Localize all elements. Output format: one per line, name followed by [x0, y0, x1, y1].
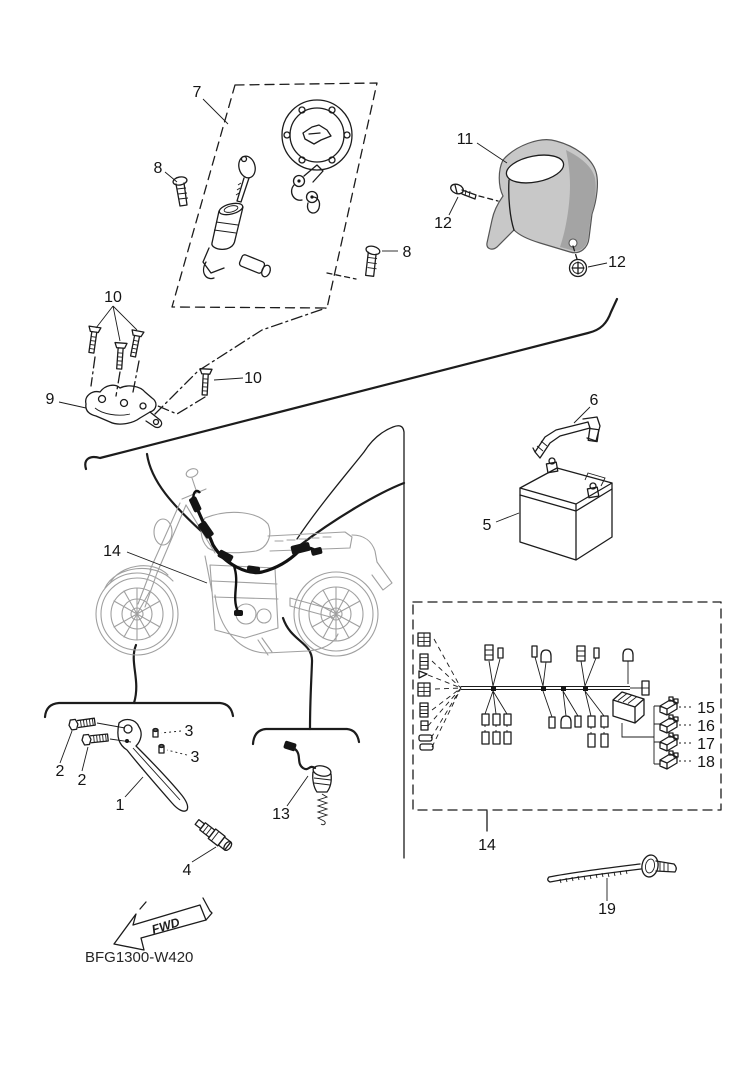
callout-6: 6 [589, 392, 599, 409]
spark-plug-4 [193, 817, 233, 852]
battery-5 [520, 458, 612, 560]
wire-harness-box [413, 602, 721, 831]
callout-12-a: 12 [434, 215, 452, 232]
callout-3-b: 3 [190, 749, 200, 766]
bolts-10-group [85, 306, 326, 414]
callout-3-a: 3 [184, 723, 194, 740]
leader-line [479, 196, 498, 201]
screw-8-right [360, 245, 382, 278]
callout-10-b: 10 [244, 370, 262, 387]
callout-10-a: 10 [104, 289, 122, 306]
callout-7: 7 [192, 84, 202, 101]
harness-left-connectors [418, 633, 461, 750]
callout-4: 4 [182, 862, 192, 879]
fuel-cap-drawing [282, 100, 352, 170]
callout-16: 16 [697, 718, 715, 735]
cable-tie-19 [548, 854, 677, 883]
ignition-cylinder-drawing [203, 201, 272, 278]
switch-13 [283, 740, 332, 824]
fwd-arrow [114, 898, 212, 950]
callout-5: 5 [482, 517, 492, 534]
callout-8-b: 8 [402, 244, 412, 261]
bike-body [105, 467, 392, 655]
main-switch-kit-box [172, 83, 377, 308]
callout-14-b: 14 [478, 837, 496, 854]
callout-13: 13 [272, 806, 290, 823]
callout-18: 18 [697, 754, 715, 771]
fuse-box [613, 692, 660, 764]
nut-3-b [159, 745, 164, 754]
bracket-9 [86, 385, 162, 427]
fuses-15-18 [660, 697, 694, 769]
callout-2-b: 2 [77, 772, 87, 789]
callout-17: 17 [697, 736, 715, 753]
callout-1: 1 [115, 797, 125, 814]
screw-12-left [449, 183, 476, 199]
front-wheel [96, 573, 178, 655]
nut-3-a [153, 729, 158, 738]
lever-group [68, 717, 233, 853]
callout-19: 19 [598, 901, 616, 918]
battery-band-6 [533, 417, 600, 458]
callout-labels [46, 84, 715, 918]
callout-15: 15 [697, 700, 715, 717]
diagram-code: BFG1300-W420 [85, 949, 194, 966]
key-drawing [236, 154, 258, 202]
callout-12-b: 12 [608, 254, 626, 271]
motorcycle-illustration [96, 467, 392, 656]
screw-12-bottom [570, 260, 587, 277]
cover-11 [487, 140, 598, 253]
fwd-label: FWD [150, 915, 182, 937]
harness-branches [482, 645, 633, 747]
callout-8-a: 8 [153, 160, 163, 177]
callout-2-a: 2 [55, 763, 65, 780]
callout-14-a: 14 [103, 543, 121, 560]
leader-line [327, 273, 356, 279]
rear-wheel [294, 572, 378, 656]
bolt-2-b [81, 733, 108, 746]
seat-lock-drawing [292, 165, 323, 213]
callout-9: 9 [45, 391, 55, 408]
callout-11: 11 [456, 131, 474, 148]
bolt-2-a [68, 717, 95, 731]
